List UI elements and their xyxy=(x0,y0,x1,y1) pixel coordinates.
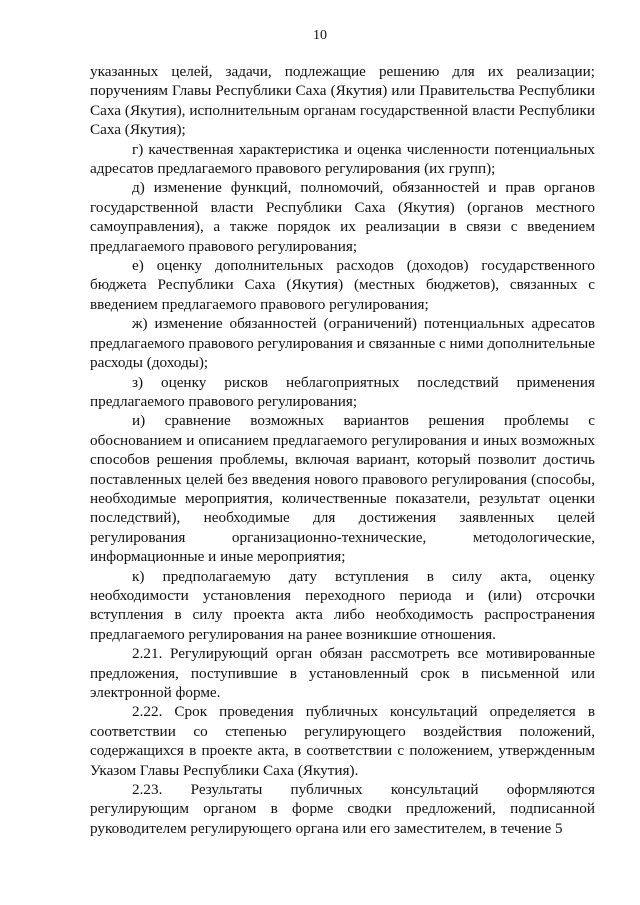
paragraph-item-g: г) качественная характеристика и оценка численности потенциальных адресатов предлагаемого правового регулирования (их групп); xyxy=(90,140,595,178)
page-number: 10 xyxy=(313,28,327,43)
paragraph-clause-2-22: 2.22. Срок проведения публичных консультаций определяется в соответствии со степенью регулирующего воздействия положений, содержащихся в проекте акта, в соответствии с положением, утвержденным Указом Главы Республики Саха (Якутия). xyxy=(90,703,595,779)
paragraph-item-zh: ж) изменение обязанностей (ограничений) потенциальных адресатов предлагаемого правового регулирования и связанные с ними дополнительные расходы (доходы); xyxy=(90,315,595,372)
paragraph-item-z: з) оценку рисков неблагоприятных последствий применения предлагаемого правового регулирования; xyxy=(90,373,595,410)
paragraph-item-i: и) сравнение возможных вариантов решения проблемы с обоснованием и описанием предлагаемого регулирования и иных возможных способов решения проблемы, включая вариант, который позволит достичь поставленных целей без введения нового правового регулирования (способы, необходимые мероприятия, количественные показатели, результат оценки последствий), необходимые для достижения заявленных целей регулирования организационно-технические, методологические, информационные и иные мероприятия; xyxy=(90,412,595,566)
paragraph-clause-2-21: 2.21. Регулирующий орган обязан рассмотреть все мотивированные предложения, поступившие в установленный срок в письменной или электронной форме. xyxy=(90,645,595,701)
paragraph-continuation: указанных целей, задачи, подлежащие решению для их реализации; поручениям Главы Республики Саха (Якутия) или Правительства Республики Саха (Якутия), исполнительным органам государственной власти Республики Саха (Якутия); xyxy=(90,63,595,139)
paragraph-item-k: к) предполагаемую дату вступления в силу акта, оценку необходимости установления переходного периода и (или) отсрочки вступления в силу проекта акта либо необходимость распространения предлагаемого регулирования на ранее возникшие отношения. xyxy=(90,567,595,643)
paragraph-item-d: д) изменение функций, полномочий, обязанностей и прав органов государственной власти Республики Саха (Якутия) (органов местного самоуправления), а также порядок их реализации в связи с введением предлагаемого правового регулирования; xyxy=(90,179,595,255)
paragraph-clause-2-23: 2.23. Результаты публичных консультаций оформляются регулирующим органом в форме сводки предложений, подписанной руководителем регулирующего органа или его заместителем, в течение 5 xyxy=(90,781,595,837)
document-body xyxy=(90,62,595,838)
paragraph-item-e: е) оценку дополнительных расходов (доходов) государственного бюджета Республики Саха (Якутия) (местных бюджетов), связанных с введением предлагаемого правового регулирования; xyxy=(90,257,595,313)
